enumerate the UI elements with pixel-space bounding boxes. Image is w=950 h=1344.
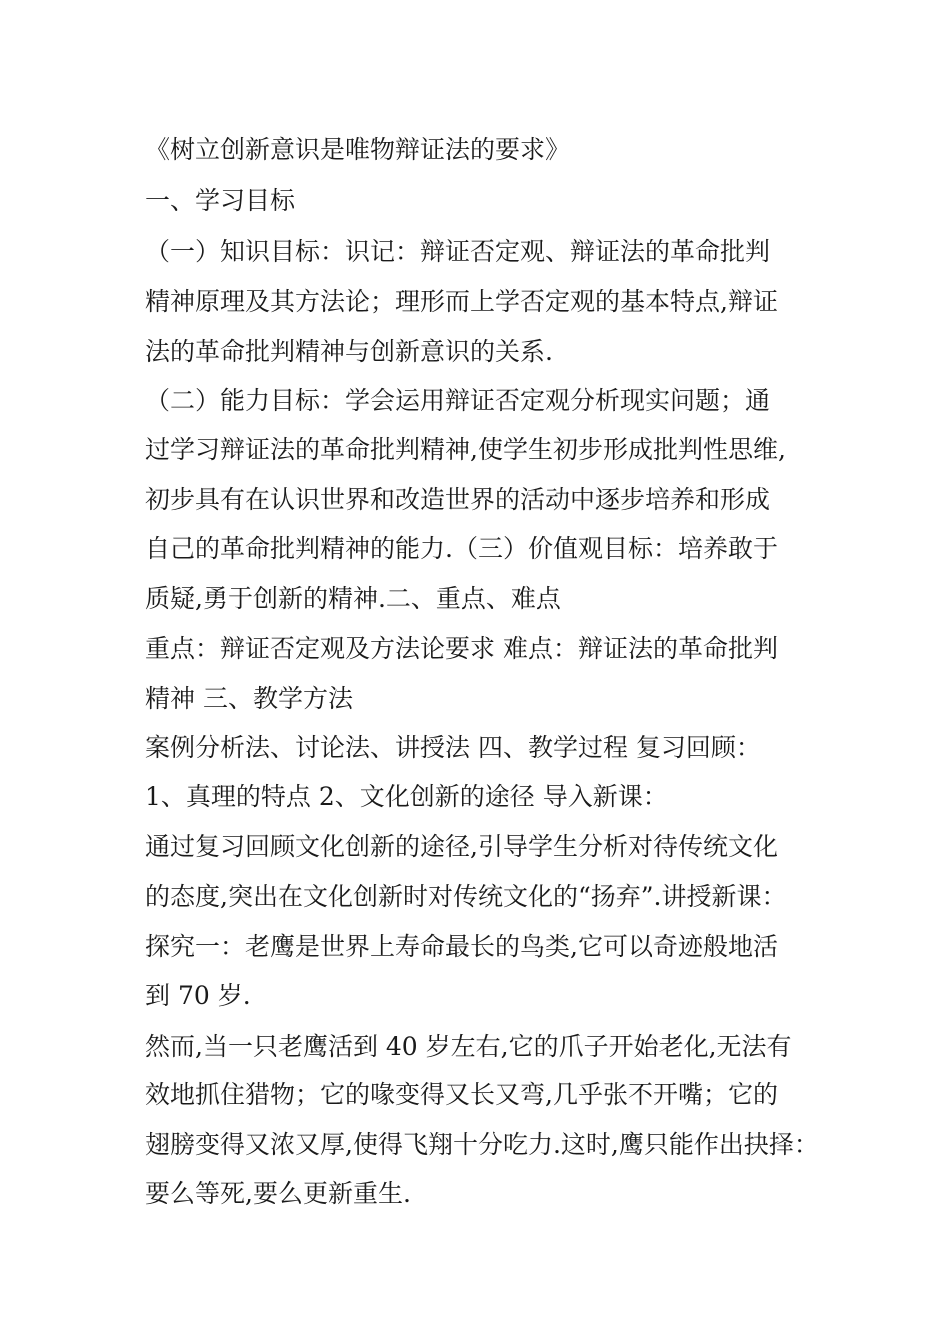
text-line: 翅膀变得又浓又厚,使得飞翔十分吃力.这时,鹰只能作出抉择：	[145, 1130, 819, 1159]
text-line: 重点：辩证否定观及方法论要求 难点：辩证法的革命批判	[145, 634, 778, 663]
text-line: 通过复习回顾文化创新的途径,引导学生分析对待传统文化	[145, 832, 778, 861]
text-line: 精神 三、教学方法	[145, 684, 353, 713]
section-heading: 一、学习目标	[145, 186, 296, 215]
text-line: 质疑,勇于创新的精神.二、重点、难点	[145, 584, 561, 613]
text-line: 要么等死,要么更新重生.	[145, 1179, 411, 1208]
text-line: 精神原理及其方法论；理形而上学否定观的基本特点,辩证	[145, 287, 778, 316]
text-line: 法的革命批判精神与创新意识的关系.	[145, 337, 553, 366]
text-line: 案例分析法、讨论法、讲授法 四、教学过程 复习回顾：	[145, 733, 761, 762]
text-line: 然而,当一只老鹰活到 40 岁左右,它的爪子开始老化,无法有	[145, 1032, 792, 1061]
text-line: （二）能力目标：学会运用辩证否定观分析现实问题；通	[145, 386, 771, 415]
text-line: 效地抓住猎物；它的喙变得又长又弯,几乎张不开嘴；它的	[145, 1080, 778, 1109]
text-line: 探究一：老鹰是世界上寿命最长的鸟类,它可以奇迹般地活	[145, 932, 778, 961]
text-line: 初步具有在认识世界和改造世界的活动中逐步培养和形成	[145, 485, 771, 514]
text-line: 自己的革命批判精神的能力.（三）价值观目标：培养敢于	[145, 534, 778, 563]
text-line: （一）知识目标：识记：辩证否定观、辩证法的革命批判	[145, 237, 771, 266]
text-line: 过学习辩证法的革命批判精神,使学生初步形成批判性思维,	[145, 435, 786, 464]
text-line: 1、真理的特点 2、文化创新的途径 导入新课：	[145, 782, 668, 811]
text-line: 的态度,突出在文化创新时对传统文化的“扬弃”.讲授新课：	[145, 882, 787, 911]
text-line: 到 70 岁.	[145, 981, 251, 1010]
document-title: 《树立创新意识是唯物辩证法的要求》	[145, 135, 571, 164]
